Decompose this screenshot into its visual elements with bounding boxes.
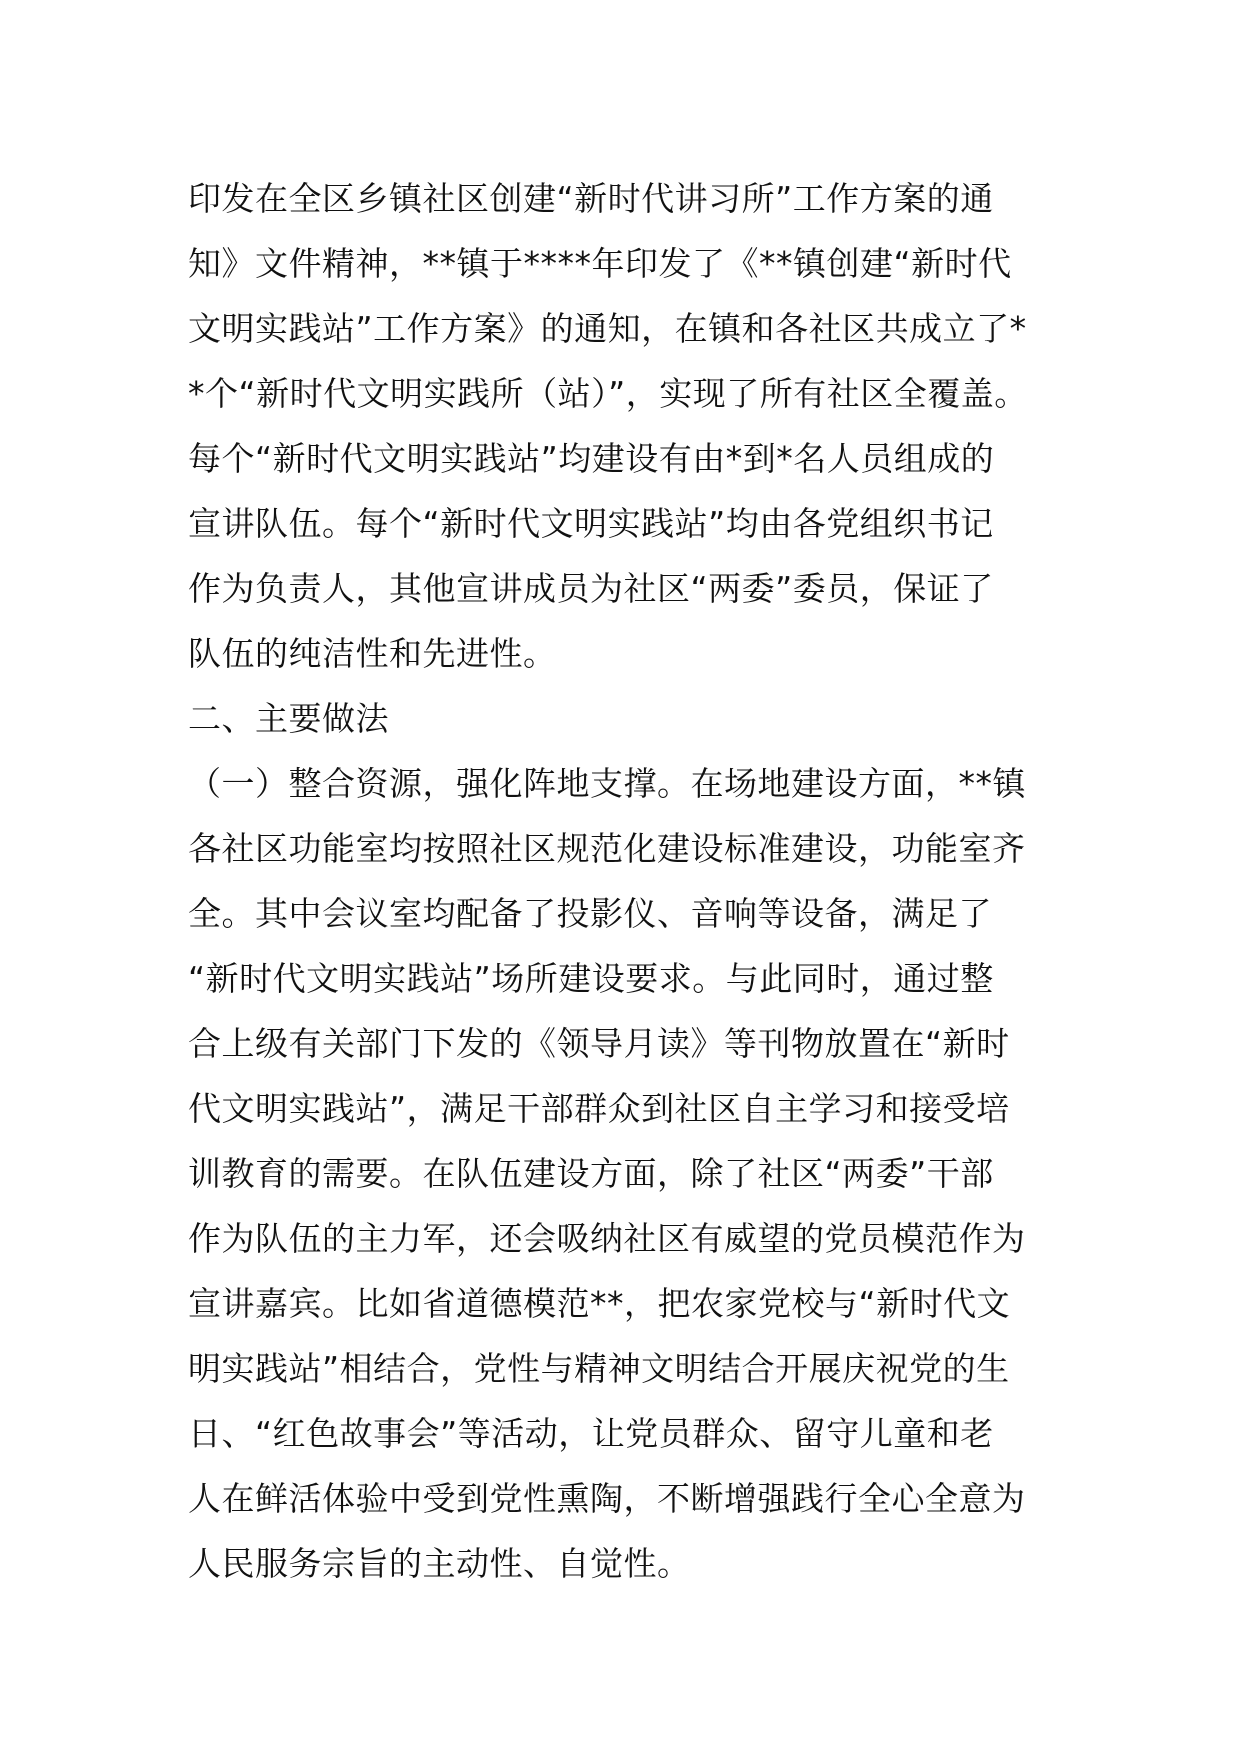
- text-line: *个“新时代文明实践所（站）”，实现了所有社区全覆盖。: [188, 374, 1028, 413]
- text-line: 日、“红色故事会”等活动，让党员群众、留守儿童和老: [188, 1414, 994, 1453]
- text-line: 明实践站”相结合，党性与精神文明结合开展庆祝党的生: [188, 1349, 1010, 1388]
- text-line: 知》文件精神，**镇于****年印发了《**镇创建“新时代: [188, 244, 1012, 283]
- text-line: 宣讲嘉宾。比如省道德模范**，把农家党校与“新时代文: [188, 1284, 1011, 1323]
- text-line: （一）整合资源，强化阵地支撑。在场地建设方面，**镇: [188, 764, 1026, 803]
- document-body: [188, 166, 1088, 1596]
- text-line: 各社区功能室均按照社区规范化建设标准建设，功能室齐: [188, 829, 1026, 868]
- text-line: 作为队伍的主力军，还会吸纳社区有威望的党员模范作为: [188, 1219, 1026, 1258]
- text-line: 作为负责人，其他宣讲成员为社区“两委”委员，保证了: [188, 569, 994, 608]
- text-line: “新时代文明实践站”场所建设要求。与此同时，通过整: [188, 959, 994, 998]
- text-line: 人民服务宗旨的主动性、自觉性。: [188, 1544, 691, 1583]
- text-line: 文明实践站”工作方案》的通知，在镇和各社区共成立了*: [188, 309, 1027, 348]
- text-line: 印发在全区乡镇社区创建“新时代讲习所”工作方案的通: [188, 179, 994, 218]
- text-line: 每个“新时代文明实践站”均建设有由*到*名人员组成的: [188, 439, 995, 478]
- text-line: 人在鲜活体验中受到党性熏陶，不断增强践行全心全意为: [188, 1479, 1026, 1518]
- text-line: 全。其中会议室均配备了投影仪、音响等设备，满足了: [188, 894, 992, 933]
- text-line: 队伍的纯洁性和先进性。: [188, 634, 557, 673]
- text-line: 宣讲队伍。每个“新时代文明实践站”均由各党组织书记: [188, 504, 994, 543]
- section-heading: 二、主要做法: [188, 699, 389, 738]
- text-line: 训教育的需要。在队伍建设方面，除了社区“两委”干部: [188, 1154, 994, 1193]
- text-line: 代文明实践站”，满足干部群众到社区自主学习和接受培: [188, 1089, 1010, 1128]
- text-line: 合上级有关部门下发的《领导月读》等刊物放置在“新时: [188, 1024, 1010, 1063]
